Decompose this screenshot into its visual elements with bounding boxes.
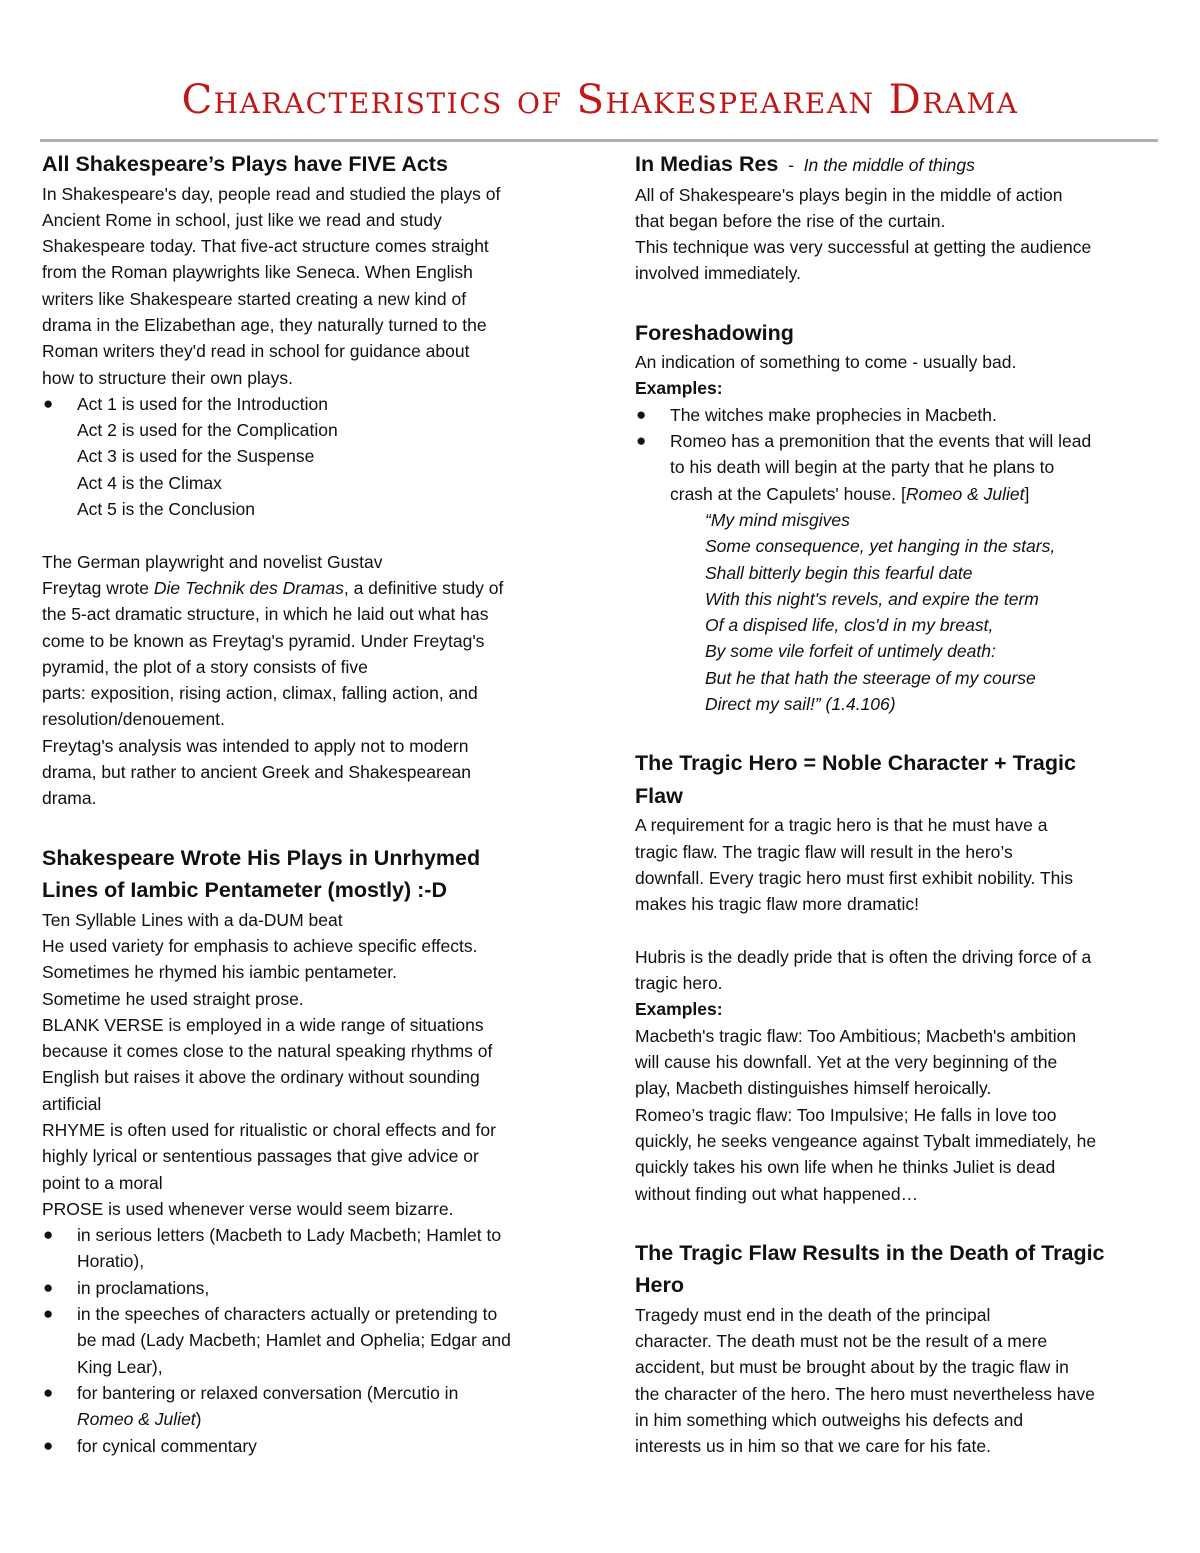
list-item: ● for cynical commentary <box>42 1433 572 1459</box>
book-title: Die Technik des Dramas <box>153 577 344 598</box>
bullet-icon: ● <box>43 1304 54 1324</box>
body-line: This technique was very successful at getting the audience <box>635 237 1092 258</box>
list-item: ● Act 1 is used for the Introduction <box>42 391 572 417</box>
quote-line: But he that hath the steerage of my course <box>705 667 1036 688</box>
medias-res-heading: In Medias Res - In the middle of things <box>635 152 975 176</box>
act-line: Act 4 is the Climax <box>77 472 222 493</box>
body-line: Sometimes he rhymed his iambic pentameter. <box>42 962 398 983</box>
medias-res-section <box>635 148 1165 287</box>
body-line: RHYME is often used for ritualistic or choral effects and for <box>42 1120 496 1140</box>
body-line: All of Shakespeare's plays begin in the middle of action <box>635 184 1063 205</box>
page-title: Characteristics of Shakespearean Drama <box>181 77 1019 123</box>
quote-line: Of a dispised life, clos'd in my breast, <box>705 615 994 636</box>
body-line: An indication of something to come - usually bad. <box>635 352 1017 373</box>
bullet-icon: ● <box>43 1382 54 1402</box>
body-line: will cause his downfall. Yet at the very beginning of the <box>635 1052 1058 1073</box>
body-line: Shakespeare today. That five-act structure comes straight <box>42 236 489 257</box>
bullet-icon: ● <box>636 431 647 451</box>
body-line: because it comes close to the natural speaking rhythms of <box>42 1041 493 1062</box>
body-line: Freytag wrote Die Technik des Dramas, a definitive study of <box>42 577 504 598</box>
title-divider <box>40 139 1158 142</box>
body-line: writers like Shakespeare started creating a new kind of <box>42 288 467 309</box>
body-line: that began before the rise of the curtain. <box>635 210 946 231</box>
prose-uses-list <box>42 1222 572 1459</box>
body-line: in him something which outweighs his defects and <box>635 1409 1024 1430</box>
body-line: Macbeth's tragic flaw: Too Ambitious; Macbeth's ambition <box>635 1025 1077 1046</box>
body-line: come to be known as Freytag's pyramid. Under Freytag's <box>42 630 485 651</box>
tragic-flaw-heading-line: Hero <box>635 1273 684 1298</box>
list-item: ● The witches make prophecies in Macbeth. <box>635 402 1165 428</box>
tragic-hero-heading-line: The Tragic Hero = Noble Character + Tragic <box>635 751 1076 776</box>
body-line: Sometime he used straight prose. <box>42 988 304 1009</box>
body-line: tragic hero. <box>635 973 723 994</box>
iambic-section <box>42 842 572 1459</box>
body-line: artificial <box>42 1093 102 1114</box>
body-line: BLANK VERSE is employed in a wide range of situations <box>42 1014 484 1035</box>
iambic-heading-line: Shakespeare Wrote His Plays in Unrhymed <box>42 845 481 870</box>
list-item: ● in serious letters (Macbeth to Lady Macbeth; Hamlet to Horatio), <box>42 1222 572 1275</box>
five-acts-section <box>42 148 572 812</box>
body-line: without finding out what happened… <box>635 1183 919 1204</box>
tragic-hero-section <box>635 747 1165 1206</box>
tragic-hero-heading-line: Flaw <box>635 783 683 808</box>
body-line: pyramid, the plot of a story consists of five <box>42 656 368 677</box>
body-line: interests us in him so that we care for his fate. <box>635 1436 991 1457</box>
body-line: how to structure their own plays. <box>42 367 293 388</box>
body-line: PROSE is used whenever verse would seem bizarre. <box>42 1198 454 1219</box>
quote-line: Shall bitterly begin this fearful date <box>705 562 973 583</box>
tragic-flaw-heading-line: The Tragic Flaw Results in the Death of Tragic <box>635 1240 1105 1265</box>
examples-label: Examples: <box>635 378 723 399</box>
body-line: He used variety for emphasis to achieve specific effects. <box>42 935 478 956</box>
body-line: from the Roman playwrights like Seneca. When English <box>42 262 473 283</box>
romeo-quote <box>635 507 1165 717</box>
body-line: drama, but rather to ancient Greek and Shakespearean <box>42 762 472 783</box>
body-line: downfall. Every tragic hero must first exhibit nobility. This <box>635 867 1073 888</box>
body-line: A requirement for a tragic hero is that he must have a <box>635 815 1048 836</box>
medias-res-subtitle: In the middle of things <box>803 155 975 175</box>
right-column <box>635 148 1165 1460</box>
bullet-icon: ● <box>43 1225 54 1245</box>
body-line: Romeo’s tragic flaw: Too Impulsive; He falls in love too <box>635 1104 1057 1125</box>
list-item: ● Romeo has a premonition that the events that will lead to his death will begin at the party that he plans to crash at the Capulets' house. [Romeo & Juliet] <box>635 428 1165 507</box>
body-line: Hubris is the deadly pride that is often the driving force of a <box>635 946 1092 967</box>
body-line: quickly, he seeks vengeance against Tybalt immediately, he <box>635 1130 1097 1151</box>
body-line: tragic flaw. The tragic flaw will result in the hero’s <box>635 841 1013 862</box>
quote-line: Direct my sail!” (1.4.106) <box>705 694 896 715</box>
list-item: ● for bantering or relaxed conversation (Mercutio in Romeo & Juliet) <box>42 1380 572 1433</box>
tragic-flaw-section <box>635 1237 1165 1460</box>
body-line: play, Macbeth distinguishes himself heroically. <box>635 1078 992 1099</box>
body-line: resolution/denouement. <box>42 709 225 730</box>
body-line: In Shakespeare's day, people read and studied the plays of <box>42 183 501 204</box>
quote-line: With this night's revels, and expire the term <box>705 588 1039 609</box>
body-line: Tragedy must end in the death of the principal <box>635 1304 991 1325</box>
body-line: makes his tragic flaw more dramatic! <box>635 894 919 915</box>
body-line: parts: exposition, rising action, climax, falling action, and <box>42 683 478 704</box>
bullet-icon: ● <box>636 404 647 424</box>
body-line: the character of the hero. The hero must nevertheless have <box>635 1383 1095 1404</box>
quote-line: By some vile forfeit of untimely death: <box>705 641 996 662</box>
foreshadowing-heading: Foreshadowing <box>635 320 794 345</box>
act-line: Act 5 is the Conclusion <box>77 499 256 520</box>
foreshadowing-list <box>635 402 1165 507</box>
body-line: drama in the Elizabethan age, they naturally turned to the <box>42 314 487 335</box>
act-line: Act 3 is used for the Suspense <box>77 446 315 467</box>
left-column <box>42 148 572 1459</box>
body-line: The German playwright and novelist Gustav <box>42 551 383 572</box>
examples-label: Examples: <box>635 999 723 1020</box>
body-line: Ten Syllable Lines with a da-DUM beat <box>42 909 343 930</box>
bullet-icon: ● <box>43 1277 54 1297</box>
acts-list <box>42 391 572 417</box>
quote-line: Some consequence, yet hanging in the stars, <box>705 536 1056 557</box>
act-line: Act 2 is used for the Complication <box>77 420 338 441</box>
list-item: ● in proclamations, <box>42 1275 572 1301</box>
bullet-icon: ● <box>43 393 54 413</box>
bullet-icon: ● <box>43 1435 54 1455</box>
list-item: ● in the speeches of characters actually or pretending to be mad (Lady Macbeth; Hamlet and Ophelia; Edgar and King Lear), <box>42 1301 572 1380</box>
body-line: Ancient Rome in school, just like we read and study <box>42 209 442 230</box>
quote-line: “My mind misgives <box>705 509 850 530</box>
body-line: point to a moral <box>42 1172 163 1193</box>
body-line: the 5-act dramatic structure, in which he laid out what has <box>42 604 489 625</box>
body-line: involved immediately. <box>635 263 801 284</box>
body-line: accident, but must be brought about by the tragic flaw in <box>635 1357 1069 1378</box>
body-line: highly lyrical or sententious passages that give advice or <box>42 1146 479 1167</box>
five-acts-heading: All Shakespeare’s Plays have FIVE Acts <box>42 152 448 176</box>
body-line: English but raises it above the ordinary without sounding <box>42 1067 480 1088</box>
body-line: Roman writers they'd read in school for guidance about <box>42 341 470 362</box>
body-line: Freytag's analysis was intended to apply not to modern <box>42 735 469 756</box>
body-line: drama. <box>42 788 97 809</box>
foreshadowing-section <box>635 317 1165 718</box>
iambic-heading-line: Lines of Iambic Pentameter (mostly) :-D <box>42 878 447 903</box>
body-line: quickly takes his own life when he thinks Juliet is dead <box>635 1157 1056 1178</box>
body-line: character. The death must not be the result of a mere <box>635 1331 1048 1352</box>
